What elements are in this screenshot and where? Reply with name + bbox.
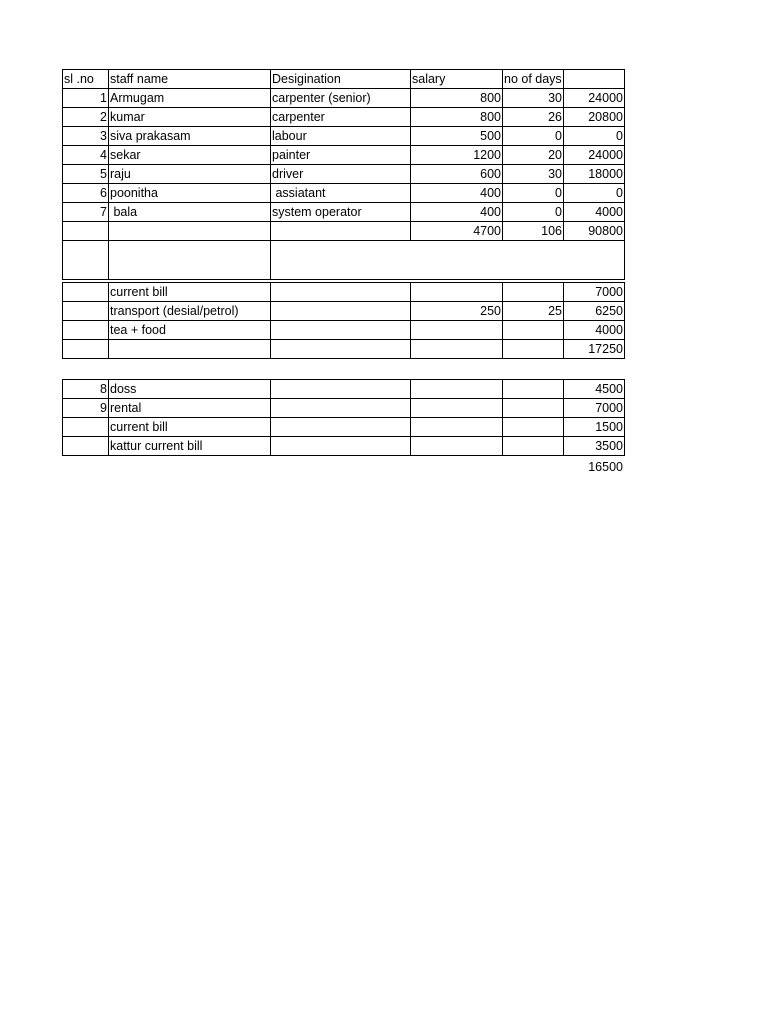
days-cell: 0 (503, 127, 564, 146)
empty-cell (271, 302, 411, 321)
days-total-cell: 106 (503, 222, 564, 241)
empty-cell (411, 399, 503, 418)
designation-cell: assiatant (271, 184, 411, 203)
item-name-cell: current bill (109, 418, 271, 437)
table-row (63, 146, 625, 165)
empty-cell (271, 399, 411, 418)
sl-no-cell: 2 (63, 108, 109, 127)
staff-name-cell: bala (109, 203, 271, 222)
staff-salary-table (62, 69, 625, 280)
item-name-cell: kattur current bill (109, 437, 271, 456)
amount-cell: 20800 (564, 108, 625, 127)
staff-totals-row (63, 222, 625, 241)
sl-no-cell: 7 (63, 203, 109, 222)
expenses-table (62, 282, 625, 359)
table-row (63, 302, 625, 321)
designation-cell: system operator (271, 203, 411, 222)
table-row (63, 283, 625, 302)
sl-no-cell: 8 (63, 380, 109, 399)
table-row (63, 380, 625, 399)
days-cell: 0 (503, 203, 564, 222)
empty-cell (109, 222, 271, 241)
empty-cell (63, 241, 109, 280)
expense-name-cell: transport (desial/petrol) (109, 302, 271, 321)
empty-cell (411, 340, 503, 359)
empty-cell (271, 283, 411, 302)
expense-days-cell (503, 321, 564, 340)
salary-total-cell: 4700 (411, 222, 503, 241)
item-name-cell: doss (109, 380, 271, 399)
table-row (63, 165, 625, 184)
empty-cell (109, 340, 271, 359)
header-designation: Desigination (271, 70, 411, 89)
amount-cell: 24000 (564, 146, 625, 165)
days-cell: 26 (503, 108, 564, 127)
days-cell: 30 (503, 89, 564, 108)
header-sl-no: sl .no (63, 70, 109, 89)
staff-name-cell: sekar (109, 146, 271, 165)
table-row (63, 108, 625, 127)
expense-name-cell: tea + food (109, 321, 271, 340)
expense-rate-cell (411, 321, 503, 340)
expense-rate-cell (411, 283, 503, 302)
empty-cell (411, 437, 503, 456)
table-row (63, 89, 625, 108)
table-row (63, 184, 625, 203)
spacer-row (63, 241, 625, 280)
other-expenses-table (62, 379, 625, 456)
days-cell: 30 (503, 165, 564, 184)
empty-cell (271, 340, 411, 359)
designation-cell: carpenter (271, 108, 411, 127)
empty-cell (271, 437, 411, 456)
empty-cell (411, 418, 503, 437)
amount-cell: 4000 (564, 203, 625, 222)
expense-amount-cell: 4000 (564, 321, 625, 340)
staff-name-cell: kumar (109, 108, 271, 127)
salary-cell: 500 (411, 127, 503, 146)
empty-cell (63, 302, 109, 321)
header-staff-name: staff name (109, 70, 271, 89)
amount-cell: 24000 (564, 89, 625, 108)
designation-cell: carpenter (senior) (271, 89, 411, 108)
table-row (63, 321, 625, 340)
sl-no-cell: 1 (63, 89, 109, 108)
empty-cell (271, 418, 411, 437)
salary-cell: 800 (411, 89, 503, 108)
amount-cell: 0 (564, 127, 625, 146)
item-amount-cell: 4500 (564, 380, 625, 399)
salary-cell: 400 (411, 184, 503, 203)
empty-cell (503, 380, 564, 399)
amount-total-cell: 90800 (564, 222, 625, 241)
amount-cell: 18000 (564, 165, 625, 184)
table-row (63, 399, 625, 418)
item-name-cell: rental (109, 399, 271, 418)
salary-cell: 800 (411, 108, 503, 127)
sl-no-cell: 3 (63, 127, 109, 146)
empty-cell (63, 321, 109, 340)
table-row (63, 437, 625, 456)
empty-cell (63, 222, 109, 241)
days-cell: 20 (503, 146, 564, 165)
item-amount-cell: 3500 (564, 437, 625, 456)
expenses-total-row (63, 340, 625, 359)
empty-cell (271, 380, 411, 399)
empty-cell (63, 283, 109, 302)
empty-cell (109, 241, 271, 280)
empty-cell (503, 340, 564, 359)
sl-no-cell: 6 (63, 184, 109, 203)
item-amount-cell: 7000 (564, 399, 625, 418)
table-row (63, 203, 625, 222)
sl-no-cell: 5 (63, 165, 109, 184)
expense-days-cell: 25 (503, 302, 564, 321)
sl-no-cell: 4 (63, 146, 109, 165)
days-cell: 0 (503, 184, 564, 203)
designation-cell: painter (271, 146, 411, 165)
empty-cell (503, 418, 564, 437)
sl-no-cell: 9 (63, 399, 109, 418)
sl-no-cell (63, 437, 109, 456)
header-amount (564, 70, 625, 89)
empty-cell (271, 222, 411, 241)
staff-name-cell: siva prakasam (109, 127, 271, 146)
other-total-value: 16500 (588, 460, 623, 474)
empty-cell (503, 437, 564, 456)
header-row (63, 70, 625, 89)
item-amount-cell: 1500 (564, 418, 625, 437)
salary-cell: 400 (411, 203, 503, 222)
table-row (63, 418, 625, 437)
staff-name-cell: poonitha (109, 184, 271, 203)
staff-name-cell: raju (109, 165, 271, 184)
expenses-total-cell: 17250 (564, 340, 625, 359)
empty-cell (503, 399, 564, 418)
expense-name-cell: current bill (109, 283, 271, 302)
salary-cell: 600 (411, 165, 503, 184)
empty-cell (271, 321, 411, 340)
header-salary: salary (411, 70, 503, 89)
merged-empty-cell (271, 241, 625, 280)
expense-days-cell (503, 283, 564, 302)
designation-cell: labour (271, 127, 411, 146)
salary-cell: 1200 (411, 146, 503, 165)
staff-name-cell: Armugam (109, 89, 271, 108)
designation-cell: driver (271, 165, 411, 184)
expense-rate-cell: 250 (411, 302, 503, 321)
empty-cell (411, 380, 503, 399)
empty-cell (63, 340, 109, 359)
sl-no-cell (63, 418, 109, 437)
expense-amount-cell: 7000 (564, 283, 625, 302)
amount-cell: 0 (564, 184, 625, 203)
table-row (63, 127, 625, 146)
header-no-of-days: no of days (503, 70, 564, 89)
expense-amount-cell: 6250 (564, 302, 625, 321)
